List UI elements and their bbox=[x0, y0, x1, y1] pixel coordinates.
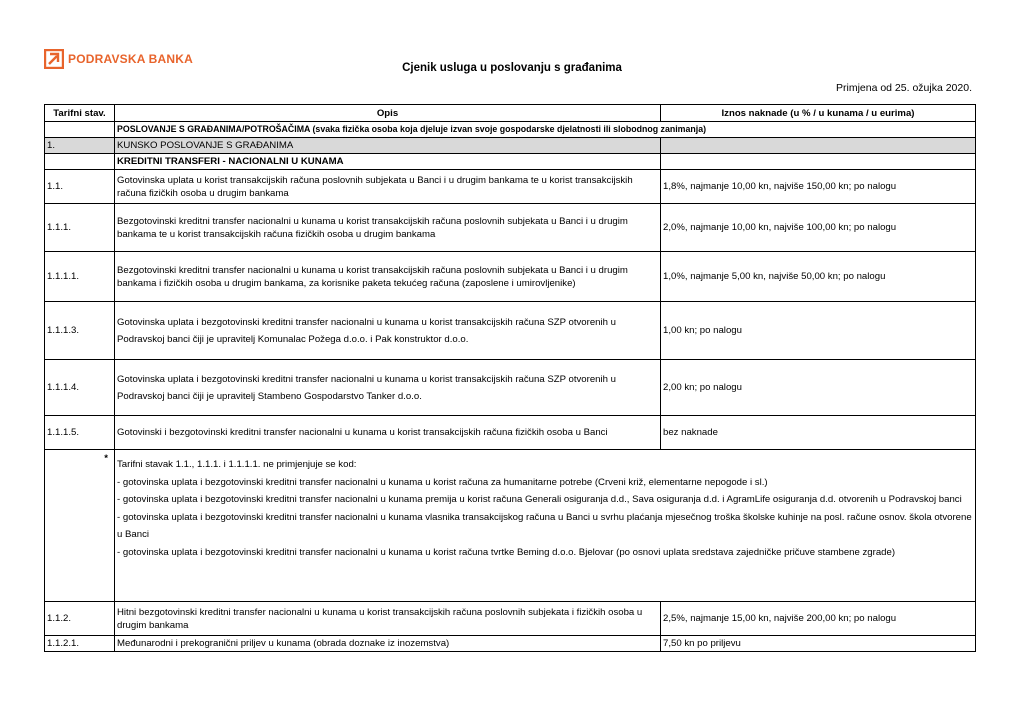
row-fee: 7,50 kn po priljevu bbox=[661, 636, 976, 652]
table-row bbox=[45, 602, 976, 636]
note-text bbox=[115, 450, 976, 602]
row-tariff: 1.1.2. bbox=[45, 602, 115, 636]
row-description: Hitni bezgotovinski kreditni transfer nacionalni u kunama u korist transakcijskih računa poslovnih subjekata i fizičkih osoba u drugim bankama bbox=[115, 602, 661, 636]
note-row bbox=[45, 450, 976, 602]
row-fee: 1,8%, najmanje 10,00 kn, najviše 150,00 kn; po nalogu bbox=[661, 170, 976, 204]
table-row bbox=[45, 302, 976, 360]
table-row bbox=[45, 416, 976, 450]
row-fee: bez naknade bbox=[661, 416, 976, 450]
table-row bbox=[45, 636, 976, 652]
table-row bbox=[45, 204, 976, 252]
chapter-title: KUNSKO POSLOVANJE S GRAĐANIMA bbox=[115, 138, 661, 154]
row-fee: 2,5%, najmanje 15,00 kn, najviše 200,00 kn; po nalogu bbox=[661, 602, 976, 636]
row-fee: 1,0%, najmanje 5,00 kn, najviše 50,00 kn; po nalogu bbox=[661, 252, 976, 302]
header-tariff: Tarifni stav. bbox=[45, 105, 115, 122]
note-line: - gotovinska uplata i bezgotovinski kreditni transfer nacionalni u kunama vlasnika transakcijskog računa u Banci u svrhu plaćanja mjesečnog troška školske kuhinje na posl. račune osnov. škola otvorene u Banci bbox=[117, 511, 972, 540]
row-tariff: 1.1.2.1. bbox=[45, 636, 115, 652]
note-line: - gotovinska uplata i bezgotovinski kreditni transfer nacionalni u kunama u korist računa za humanitarne potrebe (Crveni križ, elementarne nepogode i sl.) bbox=[117, 476, 768, 488]
table-row bbox=[45, 360, 976, 416]
row-fee: 1,00 kn; po nalogu bbox=[661, 302, 976, 360]
row-tariff: 1.1.1.3. bbox=[45, 302, 115, 360]
note-line: - gotovinska uplata i bezgotovinski kreditni transfer nacionalni u kunama u korist računa tvrtke Beming d.o.o. Bjelovar (po osnovi uplata sredstava zajedničke pričuve stambene zgrade) bbox=[117, 546, 896, 558]
effective-date: Primjena od 25. ožujka 2020. bbox=[835, 82, 972, 94]
row-tariff: 1.1. bbox=[45, 170, 115, 204]
row-description: Međunarodni i prekogranični priljev u kunama (obrada doznake iz inozemstva) bbox=[115, 636, 661, 652]
subchapter-row bbox=[45, 154, 976, 170]
row-fee: 2,0%, najmanje 10,00 kn, najviše 100,00 kn; po nalogu bbox=[661, 204, 976, 252]
row-tariff: 1.1.1.5. bbox=[45, 416, 115, 450]
row-fee: 2,00 kn; po nalogu bbox=[661, 360, 976, 416]
row-description: Bezgotovinski kreditni transfer nacionalni u kunama u korist transakcijskih računa poslovnih subjekata u Banci i u drugim bankama te u korist transakcijskih računa fizičkih osoba u drugim bankama bbox=[115, 204, 661, 252]
section-row bbox=[45, 122, 976, 138]
row-tariff: 1.1.1.4. bbox=[45, 360, 115, 416]
fee-table bbox=[44, 104, 976, 652]
chapter-number: 1. bbox=[45, 138, 115, 154]
note-line: Tarifni stavak 1.1., 1.1.1. i 1.1.1.1. ne primjenjuje se kod: bbox=[117, 459, 357, 470]
note-marker: * bbox=[104, 453, 108, 464]
document-title: Cjenik usluga u poslovanju s građanima bbox=[402, 62, 622, 74]
row-tariff: 1.1.1.1. bbox=[45, 252, 115, 302]
table-row bbox=[45, 170, 976, 204]
table-header-row bbox=[45, 105, 976, 122]
row-tariff: 1.1.1. bbox=[45, 204, 115, 252]
chapter-row bbox=[45, 138, 976, 154]
bank-logo-text: PODRAVSKA BANKA bbox=[68, 52, 194, 66]
note-line: - gotovinska uplata i bezgotovinski kreditni transfer nacionalni u kunama premija u korist računa Generali osiguranja d.d., Sava osiguranja d.d. i AgramLife osiguranja d.d. otvorenih u Podravskoj banci bbox=[117, 494, 962, 505]
row-description: Bezgotovinski kreditni transfer nacionalni u kunama u korist transakcijskih računa poslovnih subjekata u Banci i u drugim bankama i fizičkih osoba u drugim bankama, za korisnike paketa tekućeg računa (zaposlene i umirovljenike) bbox=[115, 252, 661, 302]
subchapter-title: KREDITNI TRANSFERI - NACIONALNI U KUNAMA bbox=[115, 154, 661, 170]
row-description: Gotovinska uplata u korist transakcijskih računa poslovnih subjekata u Banci i u drugim bankama te u korist transakcijskih računa fizičkih osoba u drugim bankama bbox=[115, 170, 661, 204]
header-description: Opis bbox=[115, 105, 661, 122]
header-fee: Iznos naknade (u % / u kunama / u eurima) bbox=[661, 105, 976, 122]
row-description: Gotovinska uplata i bezgotovinski kreditni transfer nacionalni u kunama u korist transakcijskih računa SZP otvorenih u Podravskoj banci čiji je upravitelj Stambeno Gospodarstvo Tanker d.o.o. bbox=[115, 360, 661, 416]
section-header: POSLOVANJE S GRAĐANIMA/POTROŠAČIMA (svaka fizička osoba koja djeluje izvan svoje gospodarske djelatnosti ili slobodnog zanimanja) bbox=[115, 122, 976, 138]
table-row bbox=[45, 252, 976, 302]
row-description: Gotovinska uplata i bezgotovinski kreditni transfer nacionalni u kunama u korist transakcijskih računa SZP otvorenih u Podravskoj banci čiji je upravitelj Komunalac Požega d.o.o. i Pak konstruktor d.o.o. bbox=[115, 302, 661, 360]
row-description: Gotovinski i bezgotovinski kreditni transfer nacionalni u kunama u korist transakcijskih računa fizičkih osoba u Banci bbox=[115, 416, 661, 450]
